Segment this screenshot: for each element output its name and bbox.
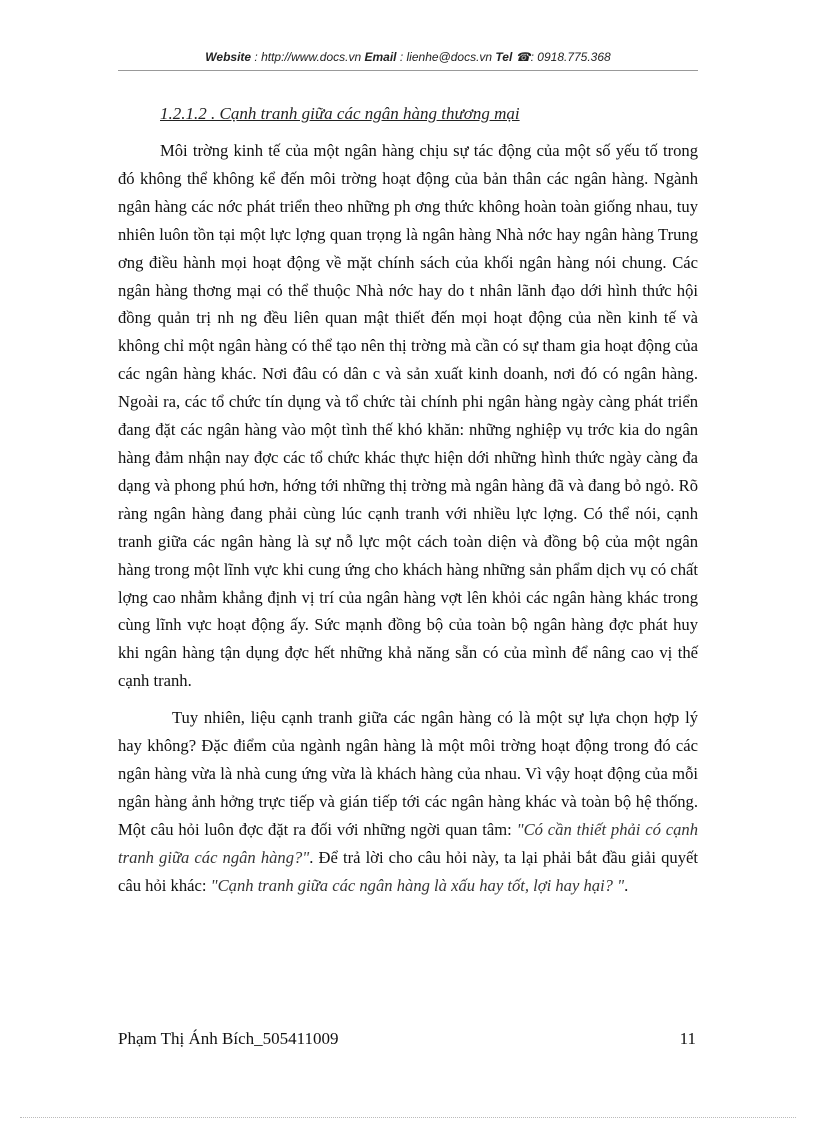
page-bottom-border — [20, 1117, 796, 1118]
paragraph-2-mid: . Để trả lời cho câu hỏi này, ta lại phải bắt đầu giải quyết câu hỏi khác: — [118, 847, 698, 895]
email-label: Email — [364, 50, 397, 64]
paragraph-2 — [118, 704, 698, 899]
paragraph-2-intro: Tuy nhiên, liệu cạnh tranh giữa các ngân hàng có là một sự lựa chọn hợp lý hay không? Đặc điểm của ngành ngân hàng là một môi trờng hoạt động trong đó các ngân hàng vừa là nhà cung ứng vừa là khách hàng của nhau. Vì vậy hoạt động của mỗi ngân hàng ảnh hởng trực tiếp và gián tiếp tới các ngân hàng khác và toàn bộ hệ thống. Một câu hỏi luôn đợc đặt ra đối với những ngời quan tâm: — [118, 708, 698, 839]
website-value: : http://www.docs.vn — [254, 50, 362, 64]
page-number: 11 — [679, 1029, 696, 1048]
body-text — [118, 137, 698, 899]
header-divider — [118, 70, 698, 71]
paragraph-1: Môi trờng kinh tế của một ngân hàng chịu sự tác động của một số yếu tố trong đó không thể không kể đến môi trờng hoạt động của bản thân các ngân hàng. Ngành ngân hàng các nớc phát triển theo những ph ơng thức không hoàn toàn giống nhau, tuy nhiên luôn tồn tại một lực lợng quan trọng là ngân hàng Nhà nớc hay ngân hàng Trung ơng điều hành mọi hoạt động về mặt chính sách của khối ngân hàng nói chung. Các ngân hàng thơng mại có thể thuộc Nhà nớc hay do t nhân lãnh đạo dới hình thức hội đồng quản trị nh ng đều liên quan mật thiết đến mọi hoạt động của nền kinh tế và không chỉ một ngân hàng có thể tạo nên thị trờng mà cần có sự tham gia hoạt động của các ngân hàng khác. Nơi đâu có dân c và sản xuất kinh doanh, nơi đó có ngân hàng. Ngoài ra, các tổ chức tín dụng và tổ chức tài chính phi ngân hàng ngày càng phát triển đang đặt các ngân hàng vào một tình thế khó khăn: những nghiệp vụ trớc kia do ngân hàng đảm nhận nay đợc các tổ chức khác thực hiện dới những hình thức ngày càng đa dạng và phong phú hơn, hớng tới những thị trờng mà ngân hàng đã và đang bỏ ngỏ. Rõ ràng ngân hàng đang phải cùng lúc cạnh tranh với nhiều lực lợng. Có thể nói, cạnh tranh giữa các ngân hàng là sự nỗ lực một cách toàn diện và đồng bộ của một ngân hàng trong một lĩnh vực khi cung ứng cho khách hàng những sản phẩm dịch vụ có chất lợng cao nhằm khẳng định vị trí của ngân hàng vợt lên khỏi các ngân hàng khác trong cùng lĩnh vực hoạt động ấy. Sức mạnh đồng bộ của toàn bộ ngân hàng đợc phát huy khi ngân hàng tận dụng đợc hết những khả năng sẵn có của mình để nâng cao vị thế cạnh tranh. — [118, 141, 698, 691]
quote-question-1: "Có cần thiết phải có cạnh tranh giữa các ngân hàng?" — [118, 819, 698, 867]
tel-label: Tel — [495, 50, 513, 64]
website-label: Website — [205, 50, 252, 64]
footer-author: Phạm Thị Ánh Bích_505411009 — [118, 1029, 339, 1048]
section-heading: 1.2.1.2 . Cạnh tranh giữa các ngân hàng thương mại — [160, 104, 520, 123]
phone-icon: ☎ — [515, 50, 531, 64]
quote-question-2: "Cạnh tranh giữa các ngân hàng là xấu hay tốt, lợi hay hại? " — [210, 875, 625, 895]
tel-value: : 0918.775.368 — [530, 50, 611, 64]
page-header — [0, 50, 816, 64]
paragraph-2-end: . — [624, 875, 629, 895]
email-value: : lienhe@docs.vn — [399, 50, 493, 64]
